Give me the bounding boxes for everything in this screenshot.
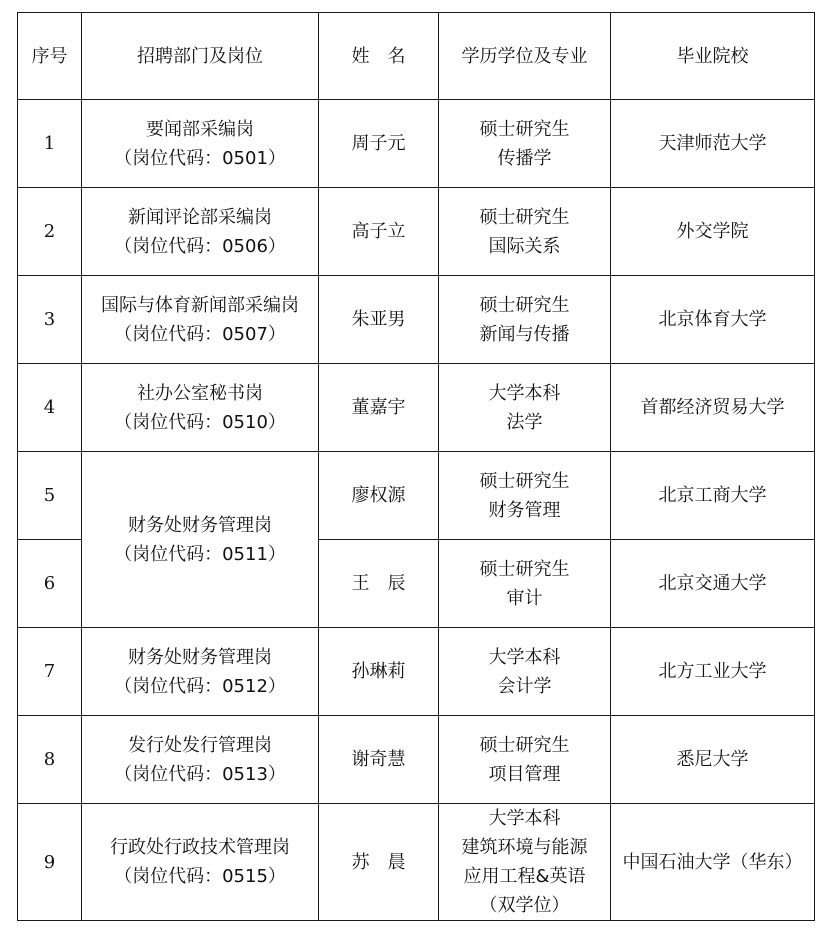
seq-cell: 3 [18, 276, 82, 364]
school-cell: 悉尼大学 [611, 716, 815, 804]
name-cell: 周子元 [319, 100, 439, 188]
header-degree: 学历学位及专业 [439, 13, 611, 100]
degree-cell [439, 100, 611, 188]
school-cell: 外交学院 [611, 188, 815, 276]
degree-level: 大学本科 [488, 646, 561, 668]
seq-cell: 9 [18, 804, 82, 921]
header-name: 姓 名 [319, 13, 439, 100]
degree-major: 项目管理 [488, 763, 561, 785]
seq-cell: 7 [18, 628, 82, 716]
post-title: 行政处行政技术管理岗 [110, 837, 290, 858]
degree-major: 财务管理 [488, 499, 561, 521]
name-cell: 董嘉宇 [319, 364, 439, 452]
name-cell: 王 辰 [319, 540, 439, 628]
post-title: 财务处财务管理岗 [128, 514, 272, 536]
degree-level: 硕士研究生 [479, 206, 570, 228]
seq-cell: 2 [18, 188, 82, 276]
school-cell: 北京体育大学 [611, 276, 815, 364]
seq-cell: 5 [18, 452, 82, 540]
degree-cell [439, 276, 611, 364]
degree-level: 大学本科 [488, 808, 561, 829]
table-row [18, 804, 815, 921]
post-cell [82, 188, 319, 276]
degree-major-cont: 应用工程&英语 [463, 866, 586, 887]
degree-major: 新闻与传播 [479, 323, 570, 345]
post-code: （岗位代码：0506） [114, 235, 286, 257]
seq-cell: 4 [18, 364, 82, 452]
post-title: 新闻评论部采编岗 [128, 206, 272, 228]
post-code: （岗位代码：0511） [114, 543, 286, 565]
post-cell [82, 276, 319, 364]
post-cell [82, 100, 319, 188]
header-post: 招聘部门及岗位 [82, 13, 319, 100]
table-row [18, 628, 815, 716]
degree-major: 法学 [506, 411, 543, 433]
header-row [18, 13, 815, 100]
seq-cell: 6 [18, 540, 82, 628]
degree-major: 建筑环境与能源 [461, 837, 588, 858]
table-row [18, 100, 815, 188]
degree-cell [439, 628, 611, 716]
post-title: 社办公室秘书岗 [137, 382, 263, 404]
school-cell: 北京工商大学 [611, 452, 815, 540]
school-cell: 北方工业大学 [611, 628, 815, 716]
degree-level: 硕士研究生 [479, 558, 570, 580]
post-title: 要闻部采编岗 [146, 118, 254, 140]
table-row [18, 364, 815, 452]
table-row [18, 452, 815, 540]
degree-cell [439, 188, 611, 276]
post-cell [82, 364, 319, 452]
post-code: （岗位代码：0512） [114, 675, 286, 697]
degree-major: 传播学 [497, 147, 552, 169]
post-cell [82, 628, 319, 716]
degree-level: 大学本科 [488, 382, 561, 404]
name-cell: 谢奇慧 [319, 716, 439, 804]
degree-cell [439, 452, 611, 540]
school-cell: 北京交通大学 [611, 540, 815, 628]
name-cell: 朱亚男 [319, 276, 439, 364]
table-row [18, 276, 815, 364]
header-seq: 序号 [18, 13, 82, 100]
post-title: 国际与体育新闻部采编岗 [101, 294, 299, 316]
post-code: （岗位代码：0515） [114, 866, 286, 887]
school-cell: 中国石油大学（华东） [611, 804, 815, 921]
post-code: （岗位代码：0510） [114, 411, 286, 433]
post-code: （岗位代码：0507） [114, 323, 286, 345]
name-cell: 苏 晨 [319, 804, 439, 921]
post-cell [82, 804, 319, 921]
degree-cell [439, 804, 611, 921]
post-cell-merged [82, 452, 319, 628]
post-code: （岗位代码：0501） [114, 147, 286, 169]
degree-major: 会计学 [497, 675, 552, 697]
degree-major: 审计 [506, 587, 543, 609]
seq-cell: 8 [18, 716, 82, 804]
degree-level: 硕士研究生 [479, 734, 570, 756]
degree-level: 硕士研究生 [479, 118, 570, 140]
name-cell: 廖权源 [319, 452, 439, 540]
post-cell [82, 716, 319, 804]
school-cell: 天津师范大学 [611, 100, 815, 188]
degree-cell [439, 716, 611, 804]
table-row [18, 716, 815, 804]
header-school: 毕业院校 [611, 13, 815, 100]
degree-cell [439, 540, 611, 628]
name-cell: 高子立 [319, 188, 439, 276]
seq-cell: 1 [18, 100, 82, 188]
table-row [18, 188, 815, 276]
degree-major: 国际关系 [488, 235, 561, 257]
degree-cell [439, 364, 611, 452]
post-code: （岗位代码：0513） [114, 763, 286, 785]
school-cell: 首都经济贸易大学 [611, 364, 815, 452]
post-title: 财务处财务管理岗 [128, 646, 272, 668]
post-title: 发行处发行管理岗 [128, 734, 272, 756]
degree-note: （双学位） [479, 895, 570, 916]
name-cell: 孙琳莉 [319, 628, 439, 716]
degree-level: 硕士研究生 [479, 294, 570, 316]
degree-level: 硕士研究生 [479, 470, 570, 492]
hiring-roster-table [17, 12, 815, 921]
